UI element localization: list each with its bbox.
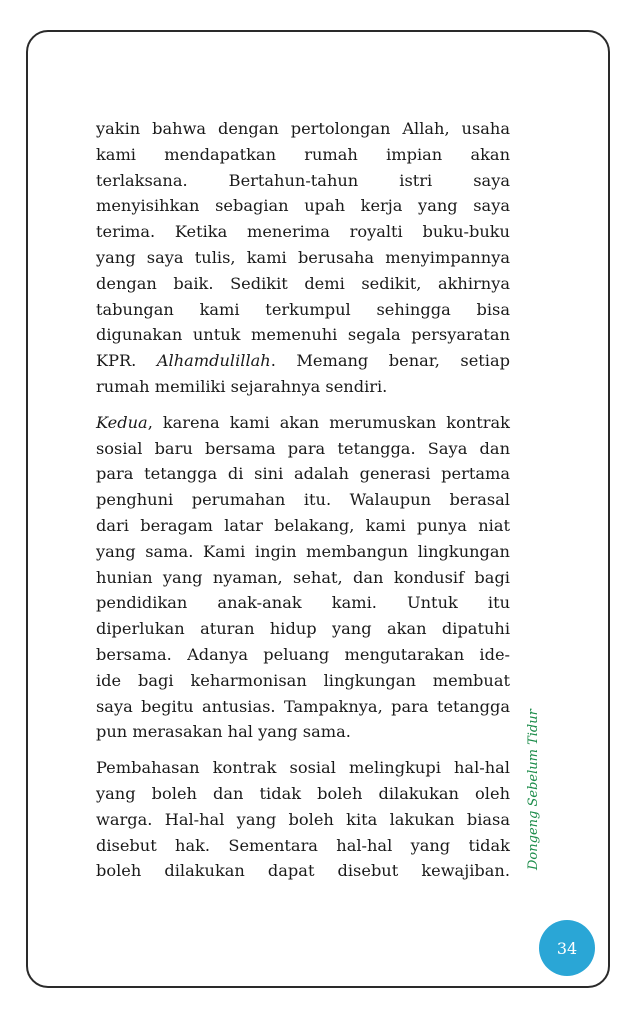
- book-title-vertical: Dongeng Sebelum Tidur: [526, 709, 541, 870]
- text-line: para tetangga di sini adalah generasi pertama: [96, 464, 510, 484]
- paragraph-3: [96, 755, 510, 884]
- text-line: yang sama. Kami ingin membangun lingkungan: [96, 541, 510, 561]
- text-line: hunian yang nyaman, sehat, dan kondusif bagi: [96, 567, 510, 587]
- text-line: digunakan untuk memenuhi segala persyaratan: [96, 325, 510, 345]
- text-line: terlaksana. Bertahun-tahun istri saya: [96, 170, 510, 190]
- text-line: ide bagi keharmonisan lingkungan membuat: [96, 670, 510, 690]
- text-fragment: KPR.: [96, 351, 157, 371]
- text-line: boleh dilakukan dapat disebut kewajiban.: [96, 861, 510, 881]
- paragraph-1: [96, 116, 510, 400]
- text-line: diperlukan aturan hidup yang akan dipatuhi: [96, 619, 510, 639]
- text-line: pun merasakan hal yang sama.: [96, 722, 351, 742]
- italic-term: Alhamdulillah: [156, 351, 271, 371]
- page-number: 34: [556, 938, 578, 958]
- text-fragment: , karena kami akan merumuskan kontrak: [147, 412, 510, 432]
- text-line: pendidikan anak-anak kami. Untuk itu: [96, 593, 510, 613]
- text-line: bersama. Adanya peluang mengutarakan ide-: [96, 644, 510, 664]
- text-line: rumah memiliki sejarahnya sendiri.: [96, 376, 388, 396]
- paragraph-2: [96, 410, 510, 745]
- text-line: dengan baik. Sedikit demi sedikit, akhirnya: [96, 273, 510, 293]
- text-line: Pembahasan kontrak sosial melingkupi hal-hal: [96, 758, 510, 778]
- text-fragment: . Memang benar, setiap: [270, 351, 510, 371]
- text-line: yang boleh dan tidak boleh dilakukan oleh: [96, 783, 510, 803]
- body-text: [96, 116, 510, 894]
- text-line: sosial baru bersama para tetangga. Saya dan: [96, 438, 510, 458]
- text-line: [96, 410, 510, 436]
- text-line: tabungan kami terkumpul sehingga bisa: [96, 299, 510, 319]
- text-line: warga. Hal-hal yang boleh kita lakukan biasa: [96, 809, 510, 829]
- text-line: yakin bahwa dengan pertolongan Allah, usaha: [96, 119, 510, 138]
- text-line: menyisihkan sebagian upah kerja yang saya: [96, 196, 510, 216]
- page-number-badge: [539, 920, 595, 976]
- text-line: kami mendapatkan rumah impian akan: [96, 144, 510, 164]
- text-line: yang saya tulis, kami berusaha menyimpannya: [96, 247, 510, 267]
- text-line: disebut hak. Sementara hal-hal yang tidak: [96, 835, 510, 855]
- italic-term: Kedua: [96, 412, 148, 432]
- text-line: saya begitu antusias. Tampaknya, para tetangga: [96, 696, 510, 716]
- text-line: [96, 348, 510, 374]
- text-line: penghuni perumahan itu. Walaupun berasal: [96, 490, 510, 510]
- text-line: terima. Ketika menerima royalti buku-buku: [96, 222, 510, 242]
- text-line: dari beragam latar belakang, kami punya niat: [96, 515, 510, 535]
